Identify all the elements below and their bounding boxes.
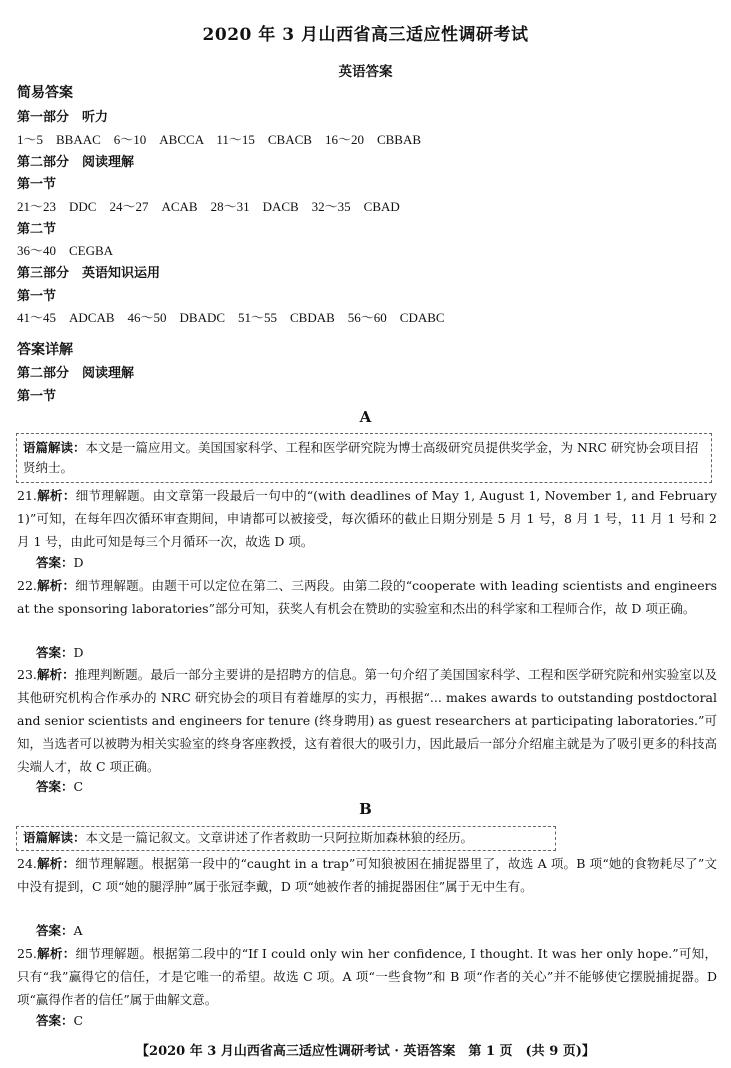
intro-text: 本文是一篇应用文。美国国家科学、工程和医学研究院为博士高级研究员提供奖学金，为 NRC 研究协会项目招贤纳士。 <box>23 440 699 475</box>
explanation-text: 细节理解题。由题干可以定位在第二、三两段。由第二段的“cooperate with leading scientists and engineers at the sponsoring laboratories”部分可知，获奖人有机会在赞助的实验室和杰出的科学家和工程师合作，故 D 项正确。 <box>17 578 717 616</box>
q22-answer <box>36 643 84 661</box>
brief-part1-answers: 1～5 BBAAC 6～10 ABCCA 11～15 CBACB 16～20 CBBAB <box>17 132 422 147</box>
explanation-label: 解析： <box>36 946 76 961</box>
answer-label: 答案： <box>36 555 74 570</box>
brief-heading: 简易答案 <box>17 85 73 101</box>
q24-answer <box>36 921 83 939</box>
passage-a-letter: A <box>359 408 372 426</box>
brief-part2-heading: 第二部分 阅读理解 <box>17 155 135 170</box>
q23-answer <box>36 777 83 795</box>
passage-a-intro-box <box>16 433 712 483</box>
question-number: 24. <box>17 856 37 871</box>
explanation-text: 细节理解题。由文章第一段最后一句中的“(with deadlines of May 1, August 1, November 1, and February 1)”可知，在每年四次循环审查期间，申请都可以被接受，每次循环的截止日期分别是 5 月 1 号，8 月 1 号，11 月 1 号和 2 月 1 号，由此可知是每三个月循环一次，故选 D 项。 <box>17 488 717 549</box>
answer-label: 答案： <box>36 923 74 938</box>
page-subtitle: 英语答案 <box>338 64 393 80</box>
brief-part2-sec2-answers: 36～40 CEGBA <box>17 243 114 258</box>
answer-label: 答案： <box>36 1013 74 1028</box>
q21-answer <box>36 553 84 571</box>
intro-label: 语篇解读： <box>23 830 86 845</box>
q23-explanation <box>17 663 717 778</box>
explanation-label: 解析： <box>36 488 76 503</box>
q22-explanation <box>17 574 717 620</box>
brief-part3-sec1-answers: 41～45 ADCAB 46～50 DBADC 51～55 CBDAB 56～60 CDABC <box>17 310 445 325</box>
detail-sec1-heading: 第一节 <box>17 389 57 404</box>
detail-part2-heading: 第二部分 阅读理解 <box>17 366 135 381</box>
brief-part3-sec1-heading: 第一节 <box>17 289 57 304</box>
detail-heading: 答案详解 <box>17 342 73 358</box>
explanation-text: 推理判断题。最后一部分主要讲的是招聘方的信息。第一句介绍了美国国家科学、工程和医学研究院和州实验室以及其他研究机构合作承办的 NRC 研究协会的项目有着雄厚的实力，再根据“... makes awards to outstanding postdoctoral and senior scientists and engineers for tenure (终身聘用) as guest researchers at participating laboratories.”可知，当选者可以被聘为相关实验室的终身客座教授，这有着很大的吸引力，因此最后一部分介绍雇主就是为了吸引更多的科技高尖端人才，故 C 项正确。 <box>17 667 718 774</box>
q25-answer <box>36 1011 83 1029</box>
q21-explanation <box>17 484 717 553</box>
answer-value: D <box>73 645 84 660</box>
question-number: 25. <box>17 946 37 961</box>
q24-explanation <box>17 852 717 898</box>
answer-value: A <box>73 923 83 938</box>
brief-part3-heading: 第三部分 英语知识运用 <box>17 266 161 281</box>
explanation-text: 细节理解题。根据第一段中的“caught in a trap”可知狼被困在捕捉器里了，故选 A 项。B 项“她的食物耗尽了”文中没有提到，C 项“她的腿浮肿”属于张冠李戴，D 项“她被作者的捕捉器困住”属于无中生有。 <box>17 856 717 894</box>
explanation-label: 解析： <box>36 856 76 871</box>
brief-part2-sec2-heading: 第二节 <box>17 222 57 237</box>
question-number: 22. <box>17 578 37 593</box>
brief-part1-heading: 第一部分 听力 <box>17 110 109 125</box>
question-number: 21. <box>17 488 37 503</box>
answer-label: 答案： <box>36 779 74 794</box>
passage-b-letter: B <box>359 800 372 818</box>
brief-part2-sec1-answers: 21～23 DDC 24～27 ACAB 28～31 DACB 32～35 CBAD <box>17 199 400 214</box>
explanation-label: 解析： <box>36 667 75 682</box>
explanation-text: 细节理解题。根据第二段中的“If I could only win her confidence, I thought. It was her only hope.”可知，只有“我”赢得它的信任，才是它唯一的希望。故选 C 项。A 项“一些食物”和 B 项“作者的关心”并不能够使它摆脱捕捉器。D 项“赢得作者的信任”属于曲解文意。 <box>17 946 717 1007</box>
page-footer: 【2020 年 3 月山西省高三适应性调研考试 · 英语答案 第 1 页 (共 9 页)】 <box>136 1044 595 1059</box>
intro-text: 本文是一篇记叙文。文章讲述了作者救助一只阿拉斯加森林狼的经历。 <box>85 830 474 845</box>
intro-label: 语篇解读： <box>23 440 86 455</box>
brief-part2-sec1-heading: 第一节 <box>17 177 57 192</box>
passage-b-intro-box <box>16 826 556 851</box>
q25-explanation <box>17 942 717 1011</box>
explanation-label: 解析： <box>36 578 76 593</box>
answer-label: 答案： <box>36 645 74 660</box>
answer-value: D <box>73 555 84 570</box>
answer-value: C <box>73 1013 84 1028</box>
question-number: 23. <box>17 667 37 682</box>
answer-value: C <box>73 779 84 794</box>
page-title: 2020 年 3 月山西省高三适应性调研考试 <box>202 25 529 45</box>
